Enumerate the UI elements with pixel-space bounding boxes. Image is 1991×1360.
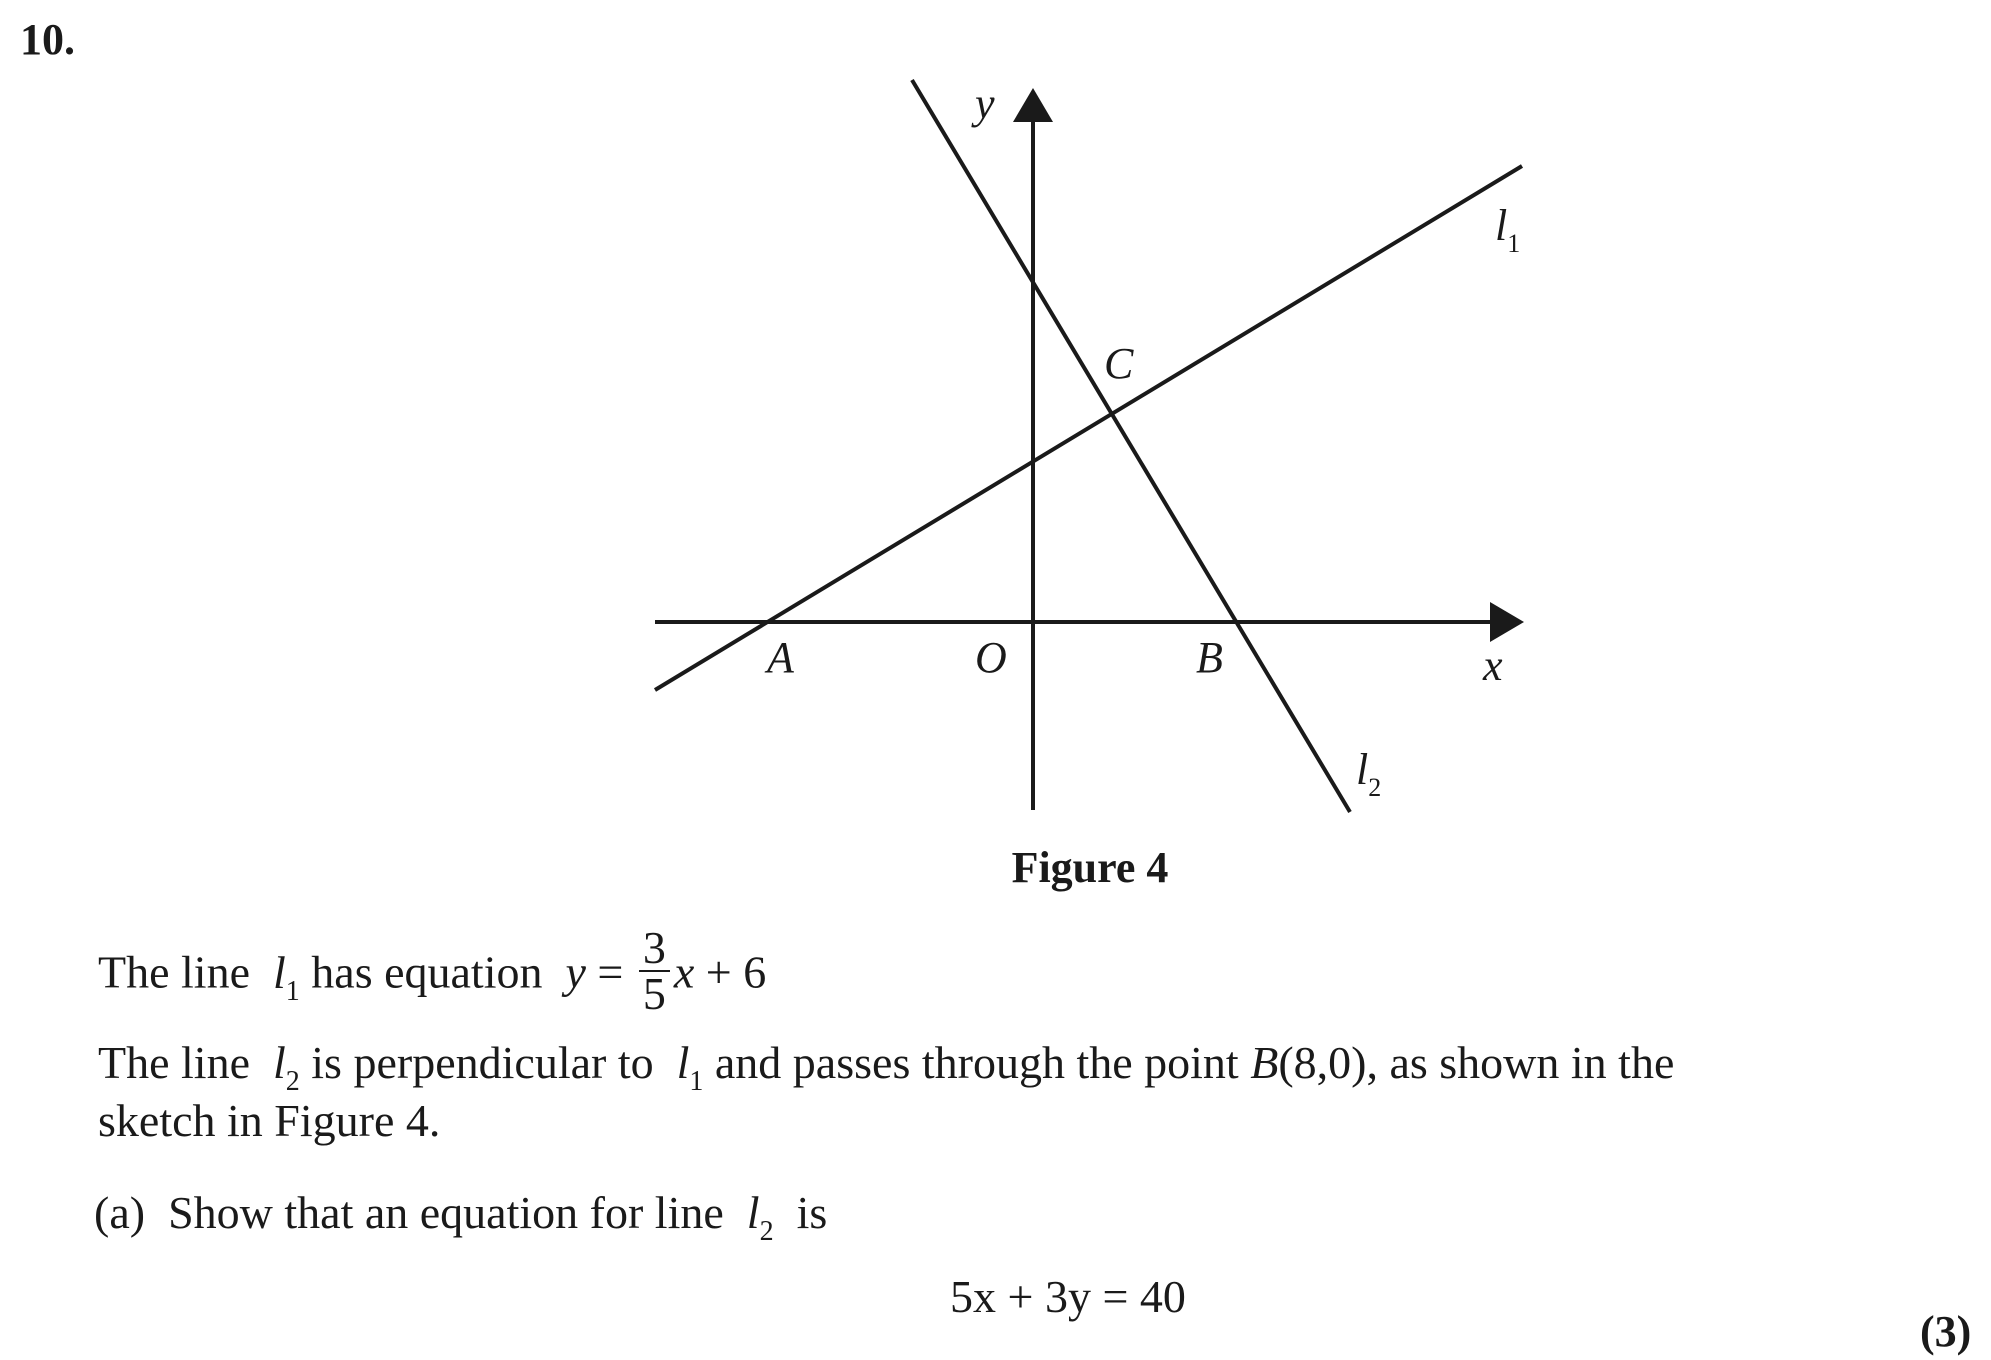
line-l1 bbox=[655, 166, 1522, 690]
line-l2-letter: l bbox=[1356, 745, 1369, 794]
l1-statement bbox=[98, 922, 767, 1022]
l1-mid: has equation bbox=[311, 946, 543, 998]
question-number: 10. bbox=[20, 15, 75, 64]
eq-y: y bbox=[565, 946, 586, 998]
point-c-label: C bbox=[1104, 339, 1134, 388]
point-b-name: B bbox=[1250, 1037, 1279, 1088]
origin-label: O bbox=[975, 633, 1007, 682]
answer-equation bbox=[950, 1270, 1186, 1323]
x-axis-label: x bbox=[1483, 641, 1503, 690]
l2-subscript: 2 bbox=[285, 1066, 300, 1097]
line-l1-label bbox=[1495, 201, 1520, 258]
part-a-l2-letter: l bbox=[746, 1187, 760, 1238]
answer-eq-text: 5x + 3y = 40 bbox=[950, 1271, 1186, 1322]
l2-intro: The line bbox=[98, 1037, 250, 1088]
l1-letter: l bbox=[273, 946, 286, 998]
part-a-l2-subscript: 2 bbox=[759, 1216, 774, 1247]
point-b-label: B bbox=[1196, 633, 1223, 682]
l2-mid1: is perpendicular to bbox=[311, 1037, 654, 1088]
line-l2-subscript: 2 bbox=[1368, 773, 1382, 802]
part-a-text: Show that an equation for line bbox=[168, 1187, 724, 1238]
eq-equals: = bbox=[597, 946, 624, 998]
l2-letter: l bbox=[273, 1037, 286, 1088]
figure-caption: Figure 4 bbox=[1011, 843, 1169, 892]
part-a-end: is bbox=[796, 1187, 828, 1238]
y-axis-label: y bbox=[975, 79, 995, 128]
l2-mid2: and passes through the point bbox=[714, 1037, 1239, 1088]
line-l2 bbox=[912, 80, 1350, 812]
marks: (3) bbox=[1920, 1307, 1972, 1356]
l1-intro: The line bbox=[98, 946, 250, 998]
eq-rest: + 6 bbox=[705, 946, 767, 998]
eq-fraction bbox=[639, 922, 670, 1019]
eq-denominator: 5 bbox=[642, 968, 666, 1019]
l1-ref-subscript: 1 bbox=[689, 1066, 704, 1097]
eq-numerator: 3 bbox=[639, 926, 670, 972]
part-a-label: (a) bbox=[94, 1187, 146, 1238]
line-l1-subscript: 1 bbox=[1507, 229, 1521, 258]
x-axis-arrowhead bbox=[1490, 602, 1524, 642]
point-b-coords: (8,0), as shown in the bbox=[1278, 1037, 1675, 1088]
l2-statement bbox=[98, 1036, 1675, 1097]
part-a-l2-symbol bbox=[735, 1187, 774, 1247]
part-a-question bbox=[94, 1186, 828, 1247]
l1-symbol bbox=[262, 946, 300, 1007]
y-axis-arrowhead bbox=[1013, 88, 1053, 122]
l2-statement-cont: sketch in Figure 4. bbox=[98, 1095, 441, 1146]
line-l2-label bbox=[1356, 745, 1381, 802]
l1-ref-symbol bbox=[665, 1037, 704, 1097]
eq-x: x bbox=[673, 946, 695, 998]
l2-symbol bbox=[262, 1037, 300, 1097]
l1-ref-letter: l bbox=[676, 1037, 690, 1088]
line-l1-letter: l bbox=[1495, 201, 1508, 250]
l1-subscript: 1 bbox=[285, 975, 300, 1007]
point-a-label: A bbox=[767, 633, 794, 682]
